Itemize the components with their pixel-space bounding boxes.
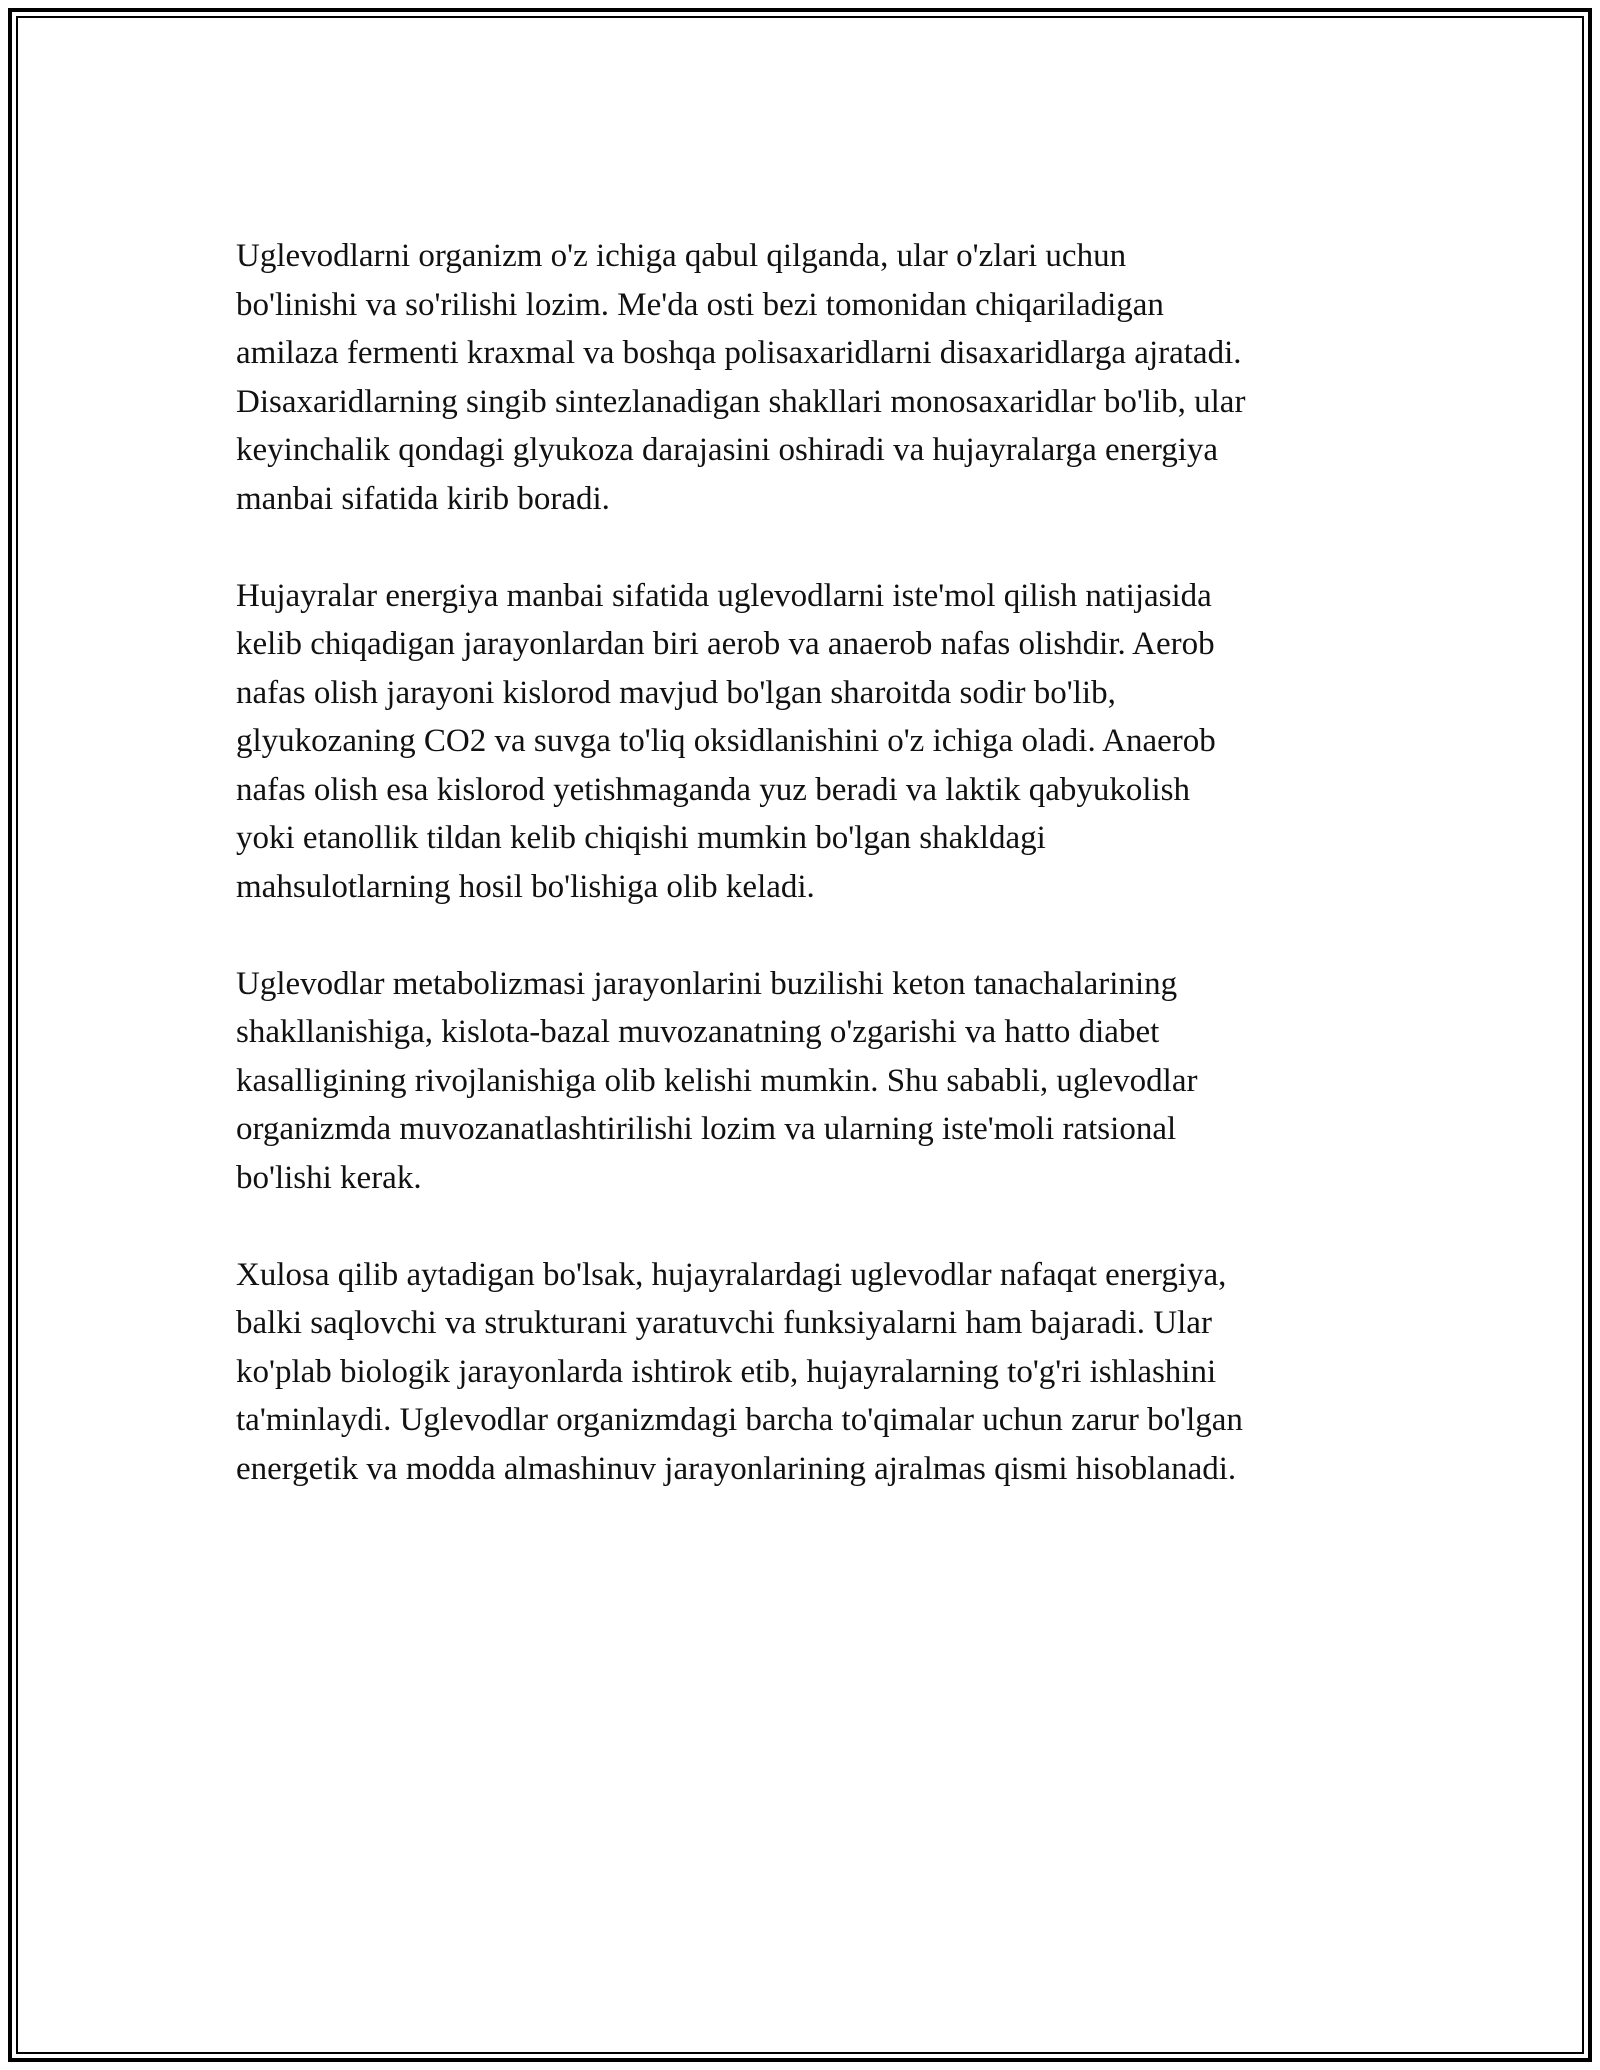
document-body — [236, 232, 1396, 1493]
paragraph-2: Hujayralar energiya manbai sifatida uglevodlarni iste'mol qilish natijasida kelib chiqadigan jarayonlardan biri aerob va anaerob nafas olishdir. Aerob nafas olish jarayoni kislorod mavjud bo'lgan sharoitda sodir bo'lib, glyukozaning CO2 va suvga to'liq oksidlanishini o'z ichiga oladi. Anaerob nafas olish esa kislorod yetishmaganda yuz beradi va laktik qabyukolish yoki etanollik tildan kelib chiqishi mumkin bo'lgan shakldagi mahsulotlarning hosil bo'lishiga olib keladi. — [236, 577, 1216, 905]
paragraph-1: Uglevodlarni organizm o'z ichiga qabul qilganda, ular o'zlari uchun bo'linishi va so'rilishi lozim. Me'da osti bezi tomonidan chiqariladigan amilaza fermenti kraxmal va boshqa polisaxaridlarni disaxaridlarga ajratadi. Disaxaridlarning singib sintezlanadigan shakllari monosaxaridlar bo'lib, ular keyinchalik qondagi glyukoza darajasini oshiradi va hujayralarga energiya manbai sifatida kirib boradi. — [236, 238, 1246, 517]
paragraph-3: Uglevodlar metabolizmasi jarayonlarini buzilishi keton tanachalarining shakllanishiga, kislota-bazal muvozanatning o'zgarishi va hatto diabet kasalligining rivojlanishiga olib kelishi mumkin. Shu sababli, uglevodlar organizmda muvozanatlashtirilishi lozim va ularning iste'moli ratsional bo'lishi kerak. — [236, 965, 1198, 1196]
paragraph-4: Xulosa qilib aytadigan bo'lsak, hujayralardagi uglevodlar nafaqat energiya, balki saqlovchi va strukturani yaratuvchi funksiyalarni ham bajaradi. Ular ko'plab biologik jarayonlarda ishtirok etib, hujayralarning to'g'ri ishlashini ta'minlaydi. Uglevodlar organizmdagi barcha to'qimalar uchun zarur bo'lgan energetik va modda almashinuv jarayonlarining ajralmas qismi hisoblanadi. — [236, 1256, 1243, 1487]
